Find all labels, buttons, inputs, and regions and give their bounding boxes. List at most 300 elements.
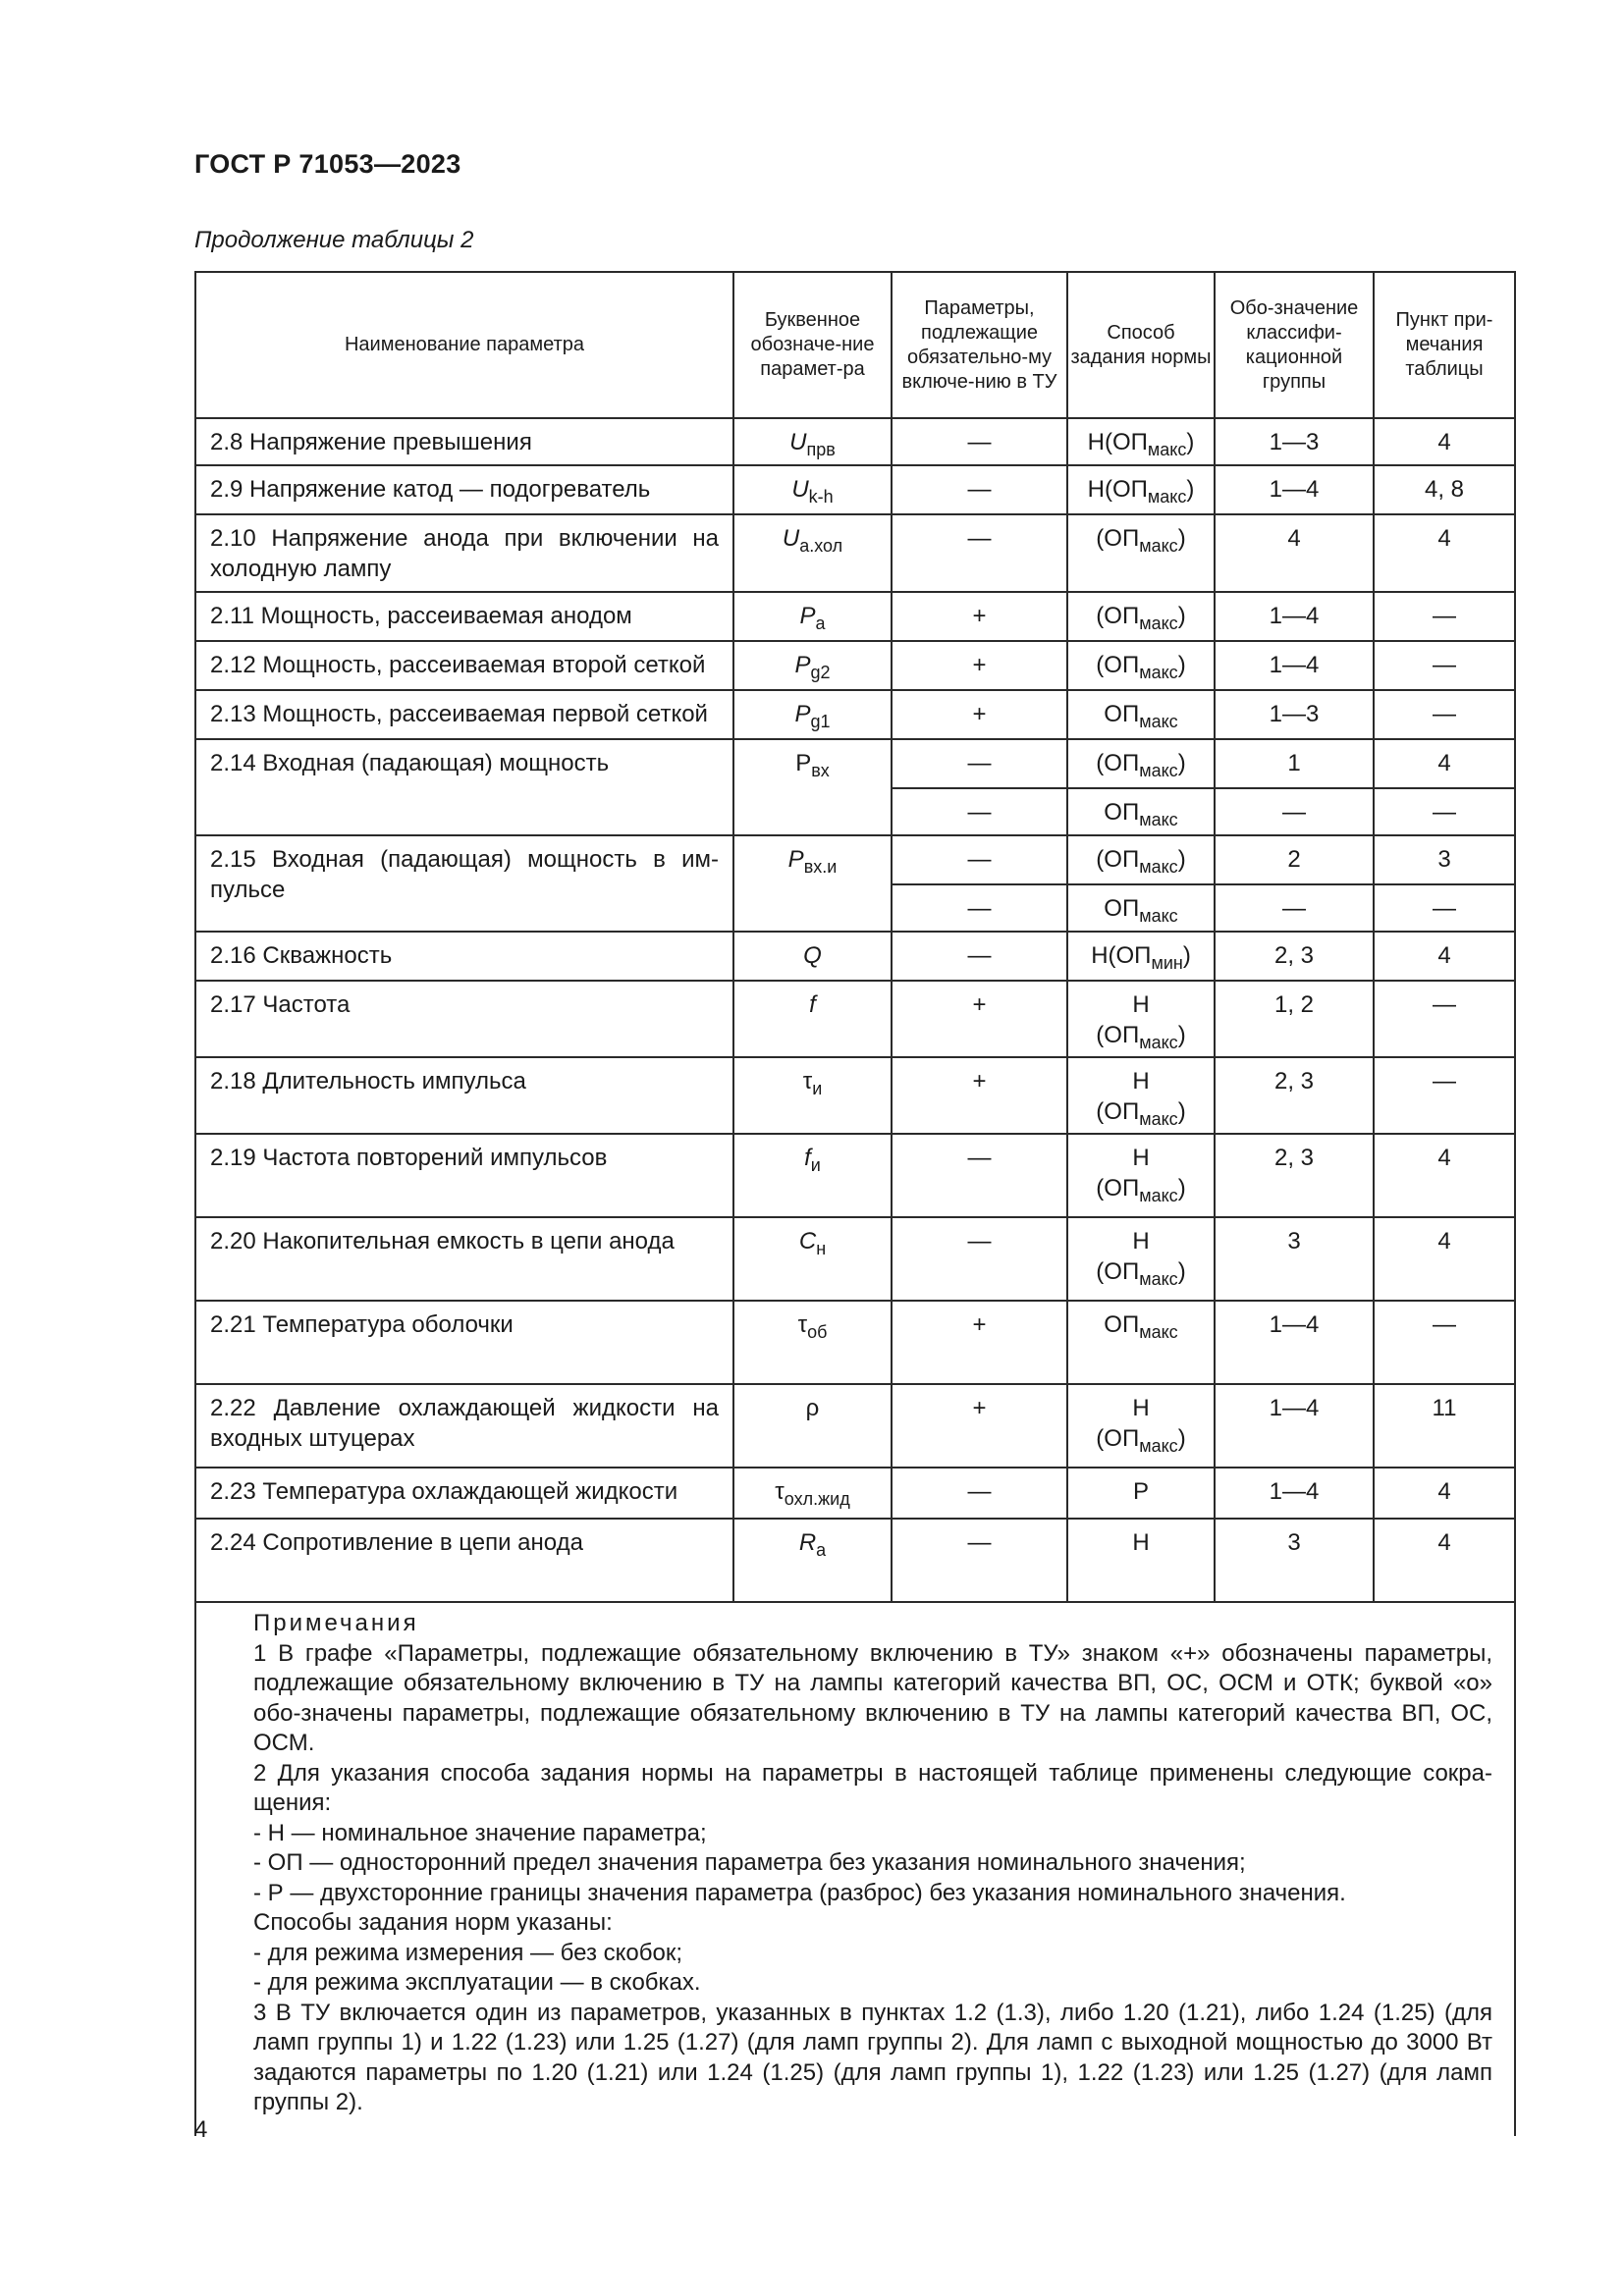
param-symbol-cell: [733, 1519, 892, 1602]
table-row: [195, 1384, 1515, 1468]
param-symbol: [734, 419, 891, 463]
method-suffix: ): [1177, 1175, 1186, 1201]
group-value: 1: [1287, 750, 1301, 776]
note-ref-cell: [1374, 514, 1515, 592]
param-name-cell: [195, 739, 733, 835]
mandatory-cell: [892, 690, 1067, 739]
note-ref-cell: [1374, 592, 1515, 641]
table-header-row: [195, 272, 1515, 418]
method-subscript: макс: [1139, 761, 1178, 780]
note-ref-cell: [1374, 1468, 1515, 1519]
method-line: [1074, 797, 1208, 828]
param-name: 2.13 Мощность, рассеиваемая первой сеткой: [210, 701, 708, 727]
method-cell: [1067, 981, 1215, 1057]
method-suffix: ): [1177, 1098, 1186, 1125]
method-text: [1068, 1135, 1214, 1209]
group-cell: [1215, 788, 1374, 835]
header-method: Способ задания нормы: [1067, 272, 1215, 418]
method-line: [1074, 1020, 1208, 1050]
method-nominal: Н: [1132, 1395, 1150, 1421]
note-ref-cell: [1374, 788, 1515, 835]
method-line: [1074, 427, 1208, 457]
method-prefix: (ОП: [1096, 525, 1140, 552]
symbol-subscript: k-h: [808, 487, 834, 507]
method-subscript: макс: [1139, 663, 1178, 682]
mandatory-cell: [892, 1301, 1067, 1384]
group-cell: [1215, 514, 1374, 592]
symbol-letter: U: [789, 429, 807, 455]
symbol-letter: ρ: [805, 1395, 820, 1421]
table-continuation-caption: Продолжение таблицы 2: [194, 227, 474, 253]
group-cell: [1215, 465, 1374, 514]
note-2-methods-caption: Способы задания норм указаны:: [253, 1909, 613, 1936]
mandatory-cell: [892, 1217, 1067, 1301]
method-prefix: (ОП: [1096, 603, 1140, 629]
method-cell: [1067, 1384, 1215, 1468]
note-ref: 11: [1432, 1395, 1457, 1421]
method-prefix: (ОП: [1096, 652, 1140, 678]
method-text: [1068, 1218, 1214, 1293]
param-name-cell: [195, 835, 733, 932]
mandatory-cell: [892, 788, 1067, 835]
mandatory-mark: +: [972, 701, 987, 727]
param-symbol: [734, 933, 891, 977]
note-ref-cell: [1374, 1217, 1515, 1301]
mandatory-mark: —: [967, 1145, 992, 1171]
symbol-subscript: вх: [811, 761, 830, 780]
group-value: 1—4: [1269, 1311, 1320, 1338]
note-ref-cell: [1374, 1134, 1515, 1217]
param-symbol-cell: [733, 1301, 892, 1384]
table-row: [195, 690, 1515, 739]
param-symbol: [734, 1520, 891, 1564]
symbol-subscript: g1: [810, 712, 831, 731]
note-ref: —: [1433, 1068, 1456, 1095]
note-ref-cell: [1374, 465, 1515, 514]
group-cell: [1215, 641, 1374, 690]
symbol-letter: τ: [797, 1311, 808, 1338]
mandatory-mark: +: [972, 1068, 987, 1095]
mandatory-mark: +: [972, 1395, 987, 1421]
param-symbol-cell: [733, 592, 892, 641]
method-line: [1074, 1527, 1208, 1558]
group-value: 1, 2: [1273, 991, 1315, 1018]
header-name: Наименование параметра: [195, 272, 733, 418]
table-row: [195, 932, 1515, 981]
method-line: [1074, 601, 1208, 631]
table-row: [195, 981, 1515, 1057]
param-name: 2.16 Скважность: [210, 942, 393, 969]
note-ref: 4: [1437, 429, 1451, 455]
group-value: 1—4: [1269, 476, 1320, 503]
method-cell: [1067, 1134, 1215, 1217]
note-ref-cell: [1374, 641, 1515, 690]
group-value: —: [1282, 799, 1306, 826]
method-line: [1074, 1423, 1208, 1454]
method-nominal: Н: [1132, 1228, 1150, 1255]
symbol-letter: Р: [795, 750, 812, 776]
param-name: 2.21 Температура оболочки: [210, 1311, 514, 1338]
header-group: Обо-значение классифи-кационной группы: [1215, 272, 1374, 418]
table-row: [195, 1217, 1515, 1301]
note-ref: 3: [1437, 846, 1451, 873]
param-name: 2.19 Частота повторений импульсов: [210, 1145, 608, 1171]
group-value: 3: [1287, 1529, 1301, 1556]
method-prefix: Н(ОП: [1091, 942, 1152, 969]
group-value: 1—3: [1269, 429, 1320, 455]
group-value: 1—4: [1269, 1395, 1320, 1421]
param-name: 2.9 Напряжение катод — подогреватель: [210, 476, 651, 503]
method-line: [1074, 748, 1208, 778]
param-name-cell: [195, 1384, 733, 1468]
method-subscript: макс: [1139, 536, 1178, 556]
note-ref: 4: [1437, 1228, 1451, 1255]
symbol-letter: P: [799, 603, 816, 629]
note-ref-cell: [1374, 884, 1515, 932]
note-ref-cell: [1374, 1384, 1515, 1468]
group-cell: [1215, 1217, 1374, 1301]
method-prefix: ОП: [1104, 1311, 1140, 1338]
mandatory-mark: —: [967, 1228, 992, 1255]
table-row: [195, 465, 1515, 514]
note-ref-cell: [1374, 1519, 1515, 1602]
symbol-letter: P: [794, 701, 811, 727]
mandatory-cell: [892, 465, 1067, 514]
method-nominal: Н: [1132, 1068, 1150, 1095]
param-name-cell: [195, 1057, 733, 1134]
note-ref: 4: [1437, 525, 1451, 552]
method-prefix: (ОП: [1096, 1098, 1140, 1125]
symbol-subscript: об: [807, 1322, 828, 1342]
note-ref: 4: [1437, 1529, 1451, 1556]
method-text: [1068, 1520, 1214, 1564]
mandatory-mark: —: [967, 942, 992, 969]
method-subscript: макс: [1139, 614, 1178, 633]
method-text: [1068, 836, 1214, 881]
symbol-letter: U: [791, 476, 809, 503]
param-name-cell: [195, 1217, 733, 1301]
mandatory-mark: —: [967, 799, 992, 826]
method-cell: [1067, 739, 1215, 788]
param-symbol: [734, 691, 891, 735]
mandatory-cell: [892, 739, 1067, 788]
param-symbol: [734, 593, 891, 637]
note-2-item-one-sided: - ОП — односторонний предел значения параметра без указания номинального значения;: [253, 1849, 1246, 1876]
table-row: [195, 1519, 1515, 1602]
note-ref: 4: [1437, 942, 1451, 969]
param-symbol-cell: [733, 739, 892, 835]
param-symbol: [734, 1468, 891, 1513]
param-name: 2.15 Входная (падающая) мощность в им-пульсе: [210, 846, 719, 903]
note-ref-cell: [1374, 981, 1515, 1057]
param-name-cell: [195, 1134, 733, 1217]
param-symbol-cell: [733, 932, 892, 981]
param-name: 2.22 Давление охлаждающей жидкости на входных штуцерах: [210, 1395, 719, 1452]
method-cell: [1067, 932, 1215, 981]
notes-row: [195, 1602, 1515, 2136]
method-prefix: (ОП: [1096, 1175, 1140, 1201]
note-ref-cell: [1374, 690, 1515, 739]
table-row: [195, 1468, 1515, 1519]
mandatory-mark: —: [967, 1478, 992, 1505]
method-suffix: ): [1177, 525, 1186, 552]
method-subscript: макс: [1139, 906, 1178, 926]
method-line: [1074, 523, 1208, 554]
method-cell: [1067, 884, 1215, 932]
symbol-subscript: а.хол: [799, 536, 843, 556]
param-symbol-cell: [733, 1217, 892, 1301]
group-value: 2, 3: [1273, 1145, 1315, 1171]
method-prefix: Н(ОП: [1087, 476, 1148, 503]
method-cell: [1067, 788, 1215, 835]
notes-cell: [195, 1602, 1515, 2136]
note-ref: —: [1433, 1311, 1456, 1338]
mandatory-cell: [892, 835, 1067, 884]
note-ref: 4: [1437, 750, 1451, 776]
mandatory-mark: —: [967, 846, 992, 873]
method-text: [1068, 419, 1214, 463]
symbol-subscript: g2: [810, 663, 831, 682]
note-2-item-operation: - для режима эксплуатации — в скобках.: [253, 1969, 701, 1996]
method-cell: [1067, 418, 1215, 465]
method-text: [1068, 982, 1214, 1056]
method-subscript: макс: [1139, 857, 1178, 877]
symbol-letter: P: [787, 846, 804, 873]
note-ref-cell: [1374, 418, 1515, 465]
param-symbol-cell: [733, 1468, 892, 1519]
method-text: [1068, 642, 1214, 686]
method-line: [1074, 844, 1208, 875]
method-text: [1068, 1302, 1214, 1346]
mandatory-mark: +: [972, 991, 987, 1018]
method-prefix: ОП: [1104, 895, 1140, 922]
group-value: 1—4: [1269, 603, 1320, 629]
method-subscript: макс: [1139, 1269, 1178, 1289]
method-prefix: (ОП: [1096, 1022, 1140, 1048]
param-symbol-cell: [733, 1134, 892, 1217]
method-cell: [1067, 1468, 1215, 1519]
method-prefix: (ОП: [1096, 750, 1140, 776]
param-symbol-cell: [733, 835, 892, 932]
mandatory-cell: [892, 1134, 1067, 1217]
mandatory-cell: [892, 884, 1067, 932]
method-text: [1068, 466, 1214, 510]
method-cell: [1067, 1301, 1215, 1384]
table-row: [195, 1301, 1515, 1384]
mandatory-cell: [892, 418, 1067, 465]
param-symbol: [734, 1302, 891, 1346]
method-suffix: ): [1177, 652, 1186, 678]
group-value: 2, 3: [1273, 1068, 1315, 1095]
method-cell: [1067, 835, 1215, 884]
note-ref-cell: [1374, 739, 1515, 788]
table-row: [195, 514, 1515, 592]
method-cell: [1067, 1217, 1215, 1301]
mandatory-mark: —: [967, 476, 992, 503]
symbol-subscript: н: [816, 1239, 827, 1258]
method-text: [1068, 515, 1214, 560]
mandatory-mark: —: [967, 525, 992, 552]
group-cell: [1215, 1057, 1374, 1134]
group-cell: [1215, 1301, 1374, 1384]
mandatory-mark: —: [967, 1529, 992, 1556]
param-name-cell: [195, 641, 733, 690]
param-name: 2.20 Накопительная емкость в цепи анода: [210, 1228, 675, 1255]
symbol-letter: Q: [803, 942, 822, 969]
mandatory-cell: [892, 1384, 1067, 1468]
note-ref: 4: [1437, 1145, 1451, 1171]
note-ref: —: [1433, 799, 1456, 826]
note-2-item-measurement: - для режима измерения — без скобок;: [253, 1939, 683, 1966]
method-prefix: (ОП: [1096, 1425, 1140, 1452]
symbol-subscript: a: [816, 1540, 827, 1560]
group-value: 4: [1287, 525, 1301, 552]
symbol-subscript: охл.жид: [784, 1489, 850, 1509]
method-prefix: Р: [1132, 1478, 1149, 1505]
mandatory-mark: —: [967, 895, 992, 922]
group-value: 2: [1287, 846, 1301, 873]
symbol-letter: f: [809, 991, 816, 1018]
note-2-item-nominal: - Н — номинальное значение параметра;: [253, 1819, 707, 1846]
group-cell: [1215, 418, 1374, 465]
method-subscript: макс: [1139, 712, 1178, 731]
note-ref-cell: [1374, 932, 1515, 981]
method-prefix: Н(ОП: [1087, 429, 1148, 455]
group-cell: [1215, 739, 1374, 788]
param-symbol: [734, 1385, 891, 1429]
method-text: [1068, 691, 1214, 735]
group-cell: [1215, 981, 1374, 1057]
group-value: 3: [1287, 1228, 1301, 1255]
param-name-cell: [195, 690, 733, 739]
symbol-subscript: а: [815, 614, 826, 633]
method-subscript: макс: [1139, 1109, 1178, 1129]
symbol-letter: C: [798, 1228, 817, 1255]
param-name: 2.24 Сопротивление в цепи анода: [210, 1529, 583, 1556]
group-cell: [1215, 884, 1374, 932]
method-prefix: (ОП: [1096, 1258, 1140, 1285]
note-ref-cell: [1374, 1057, 1515, 1134]
param-name: 2.10 Напряжение анода при включении на холодную лампу: [210, 525, 719, 582]
symbol-subscript: вх.и: [803, 857, 838, 877]
method-suffix: ): [1182, 942, 1191, 969]
method-text: [1068, 1385, 1214, 1460]
method-line: [1074, 1309, 1208, 1340]
param-symbol-cell: [733, 641, 892, 690]
method-suffix: ): [1177, 846, 1186, 873]
symbol-letter: f: [804, 1145, 811, 1171]
method-text: [1068, 1058, 1214, 1133]
group-cell: [1215, 1384, 1374, 1468]
header-mandatory: Параметры, подлежащие обязательно-му включе-нию в ТУ: [892, 272, 1067, 418]
table-row: [195, 418, 1515, 465]
param-symbol-cell: [733, 465, 892, 514]
method-subscript: макс: [1139, 1186, 1178, 1205]
param-symbol: [734, 836, 891, 881]
note-1: 1 В графе «Параметры, подлежащие обязательному включению в ТУ» знаком «+» обозначены параметры, подлежащие обязательному включению в ТУ на лампы категорий качества ВП, ОС, ОСМ и ОТК; буквой «о» обо-значены параметры, подлежащие обязательному включению в ТУ на лампы категорий качества ВП, ОС, ОСМ.: [253, 1639, 1492, 1756]
param-name-cell: [195, 514, 733, 592]
method-nominal: Н: [1132, 1145, 1150, 1171]
param-name: 2.17 Частота: [210, 991, 351, 1018]
param-name-cell: [195, 465, 733, 514]
method-prefix: (ОП: [1096, 846, 1140, 873]
method-text: [1068, 1468, 1214, 1513]
param-name: 2.11 Мощность, рассеиваемая анодом: [210, 603, 632, 629]
param-name-cell: [195, 1301, 733, 1384]
method-line: [1074, 1476, 1208, 1507]
group-cell: [1215, 592, 1374, 641]
param-symbol: [734, 1058, 891, 1102]
mandatory-mark: +: [972, 1311, 987, 1338]
group-cell: [1215, 690, 1374, 739]
param-symbol: [734, 642, 891, 686]
standard-designation: ГОСТ Р 71053—2023: [194, 149, 461, 179]
group-value: 1—4: [1269, 652, 1320, 678]
method-cell: [1067, 641, 1215, 690]
param-name-cell: [195, 418, 733, 465]
method-subscript: макс: [1147, 487, 1187, 507]
param-name-cell: [195, 1519, 733, 1602]
param-symbol-cell: [733, 690, 892, 739]
param-name: 2.18 Длительность импульса: [210, 1068, 526, 1095]
param-name-cell: [195, 932, 733, 981]
symbol-subscript: прв: [806, 440, 836, 459]
group-cell: [1215, 932, 1374, 981]
group-cell: [1215, 835, 1374, 884]
note-ref: 4: [1437, 1478, 1451, 1505]
note-ref: 4, 8: [1424, 476, 1465, 503]
param-symbol: [734, 982, 891, 1026]
group-cell: [1215, 1519, 1374, 1602]
method-cell: [1067, 592, 1215, 641]
note-ref: —: [1433, 895, 1456, 922]
method-cell: [1067, 1057, 1215, 1134]
param-name: 2.12 Мощность, рассеиваемая второй сеткой: [210, 652, 706, 678]
method-prefix: Н: [1132, 1529, 1150, 1556]
method-subscript: макс: [1139, 810, 1178, 829]
method-line: [1074, 893, 1208, 924]
note-ref: —: [1433, 603, 1456, 629]
method-subscript: макс: [1139, 1322, 1178, 1342]
method-text: [1068, 885, 1214, 930]
method-cell: [1067, 465, 1215, 514]
mandatory-cell: [892, 641, 1067, 690]
note-ref-cell: [1374, 835, 1515, 884]
mandatory-cell: [892, 592, 1067, 641]
param-name-cell: [195, 1468, 733, 1519]
note-3: 3 В ТУ включается один из параметров, указанных в пунктах 1.2 (1.3), либо 1.20 (1.21), либо 1.24 (1.25) (для ламп группы 1) и 1.22 (1.23) или 1.25 (1.27) (для ламп группы 2). Для ламп с выходной мощностью до 3000 Вт задаются параметры по 1.20 (1.21) или 1.24 (1.25) (для ламп группы 1), 1.22 (1.23) или 1.25 (1.27) (для ламп группы 2).: [253, 1999, 1492, 2115]
param-symbol-cell: [733, 981, 892, 1057]
method-cell: [1067, 1519, 1215, 1602]
method-cell: [1067, 514, 1215, 592]
method-suffix: ): [1177, 1022, 1186, 1048]
mandatory-cell: [892, 1468, 1067, 1519]
mandatory-cell: [892, 981, 1067, 1057]
param-symbol-cell: [733, 1384, 892, 1468]
method-subscript: макс: [1139, 1033, 1178, 1052]
param-name: 2.23 Температура охлаждающей жидкости: [210, 1478, 678, 1505]
method-line: [1074, 474, 1208, 505]
method-suffix: ): [1186, 429, 1195, 455]
group-cell: [1215, 1468, 1374, 1519]
table-row: [195, 1057, 1515, 1134]
symbol-letter: τ: [802, 1068, 813, 1095]
page-number: 4: [194, 2116, 208, 2143]
note-ref-cell: [1374, 1301, 1515, 1384]
mandatory-cell: [892, 932, 1067, 981]
group-value: 1—4: [1269, 1478, 1320, 1505]
param-symbol: [734, 515, 891, 560]
